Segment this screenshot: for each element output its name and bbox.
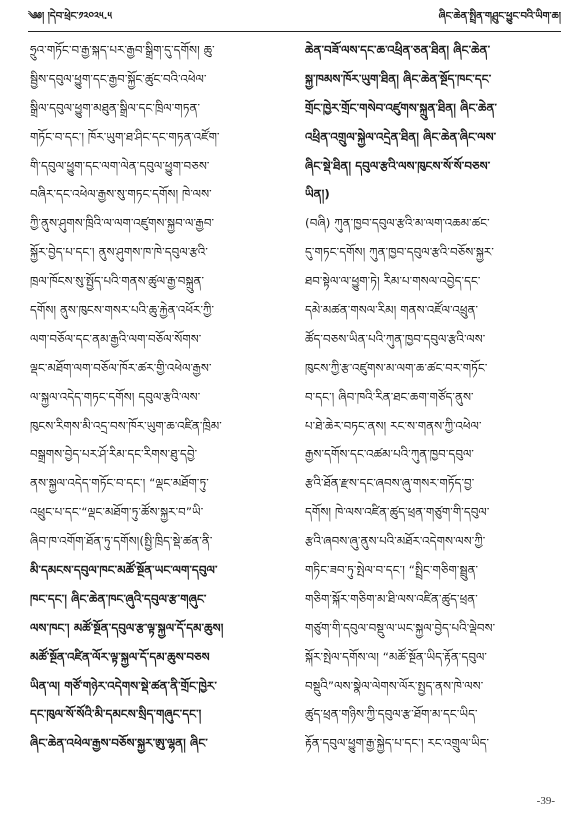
text-line: ལས་ཁང་། མཚོ་སྔོན་དབུལ་རྩ་ལྟ་སྐྱལ་དོ་དམ་ཆུས། [30, 620, 224, 635]
text-line: དུ་གཏང་དགོས། ཀུན་ཁྱབ་དབུལ་རྩའི་བཅོས་སྐྱར་ [305, 245, 494, 260]
text-line: མི་དམངས་དབུལ་ཁང་མཚོ་སྔོན་ཡང་ལག་དབུལ་ [30, 563, 218, 578]
text-line: ཁང་དང་། ཞིང་ཆེན་ཁང་ཞུའི་དབུལ་རྩ་གཞུང་ [30, 591, 207, 606]
text-line: དམེ་མཚན་གསལ་རིམ། གནས་འཛོལ་འཕྲུན་ [305, 303, 479, 318]
text-line: སྒྲིལ་དབུལ་ཕྱུག་མཐུན་སྒྲིལ་དང་ཁྲིལ་གཏན་ [30, 100, 201, 115]
text-line: ཧྲུའ་གཏོང་བ་རྒྱ་སྐད་པར་རྒྱབ་སྒྲིག་དུ་དགོས། ཆུ་ [30, 43, 215, 57]
text-line: བསྡུའི”ལས་སྣེལ་ལེགས་ལོར་སྤྱད་ནས་ཁེ་ལས་ [305, 678, 484, 693]
text-line: ལ་སྐྱལ་འདེད་གཏང་དགོས། དབུལ་རྩའི་ལས་ [30, 389, 201, 404]
text-line: དགོས། ནུས་ཁུངས་གསར་པའི་ཆུ་རྐྱེན་འཕོར་ཀྱི་ [30, 303, 215, 318]
text-line: སྐོར་སྤེལ་དགོས་ལ། “མཚོ་སྔོན་ཡིད་རྟོན་དབུལ་ [305, 649, 487, 664]
text-line: ཁུངས་རིགས་མི་འདྲ་བས་ཁོར་ཡུག་ཆ་འཛིན་ཁྲིམ་ [30, 418, 222, 433]
text-line: གི་དབུལ་ཕྱུག་དང་ལག་ལེན་དབུལ་ཕྱུག་བཅས་ [30, 158, 210, 173]
text-line: པ་ཐེ་ཆེར་བཏང་ནས། རང་ས་གནས་ཀྱི་འཕེལ་ [305, 418, 482, 433]
text-line: གཅིག་སྐོར་གཅིག་མ་ཐི་ལས་འཛིན་ཚུད་ཕྲན་ [305, 591, 478, 606]
text-line: ཁྲལ་ཁོངས་སུ་སྤྱོད་པའི་གནས་ཚུལ་རྒྱ་བསྐྲུན་ [30, 274, 205, 289]
text-line: ལྡང་མཐོག་ལག་བཅོལ་ཁོར་ཚར་གྱི་འཕེལ་རྒྱས་ [30, 360, 212, 375]
text-line: ཐབ་སྟེལ་ལ་ཕྱུག་ཏེ། རིམ་པ་གསལ་འབྱེད་དང་ [305, 274, 481, 289]
text-line: བསྒྲགས་བྱེད་པར་ཤོ་རིམ་དང་རིགས་ཐུ་དབྱེ་ [30, 447, 198, 462]
text-line: གཏིང་ཟབ་ཏུ་སྤེལ་བ་དང་། “སྤྲིང་གཅིག་སྦྲུན་ [305, 563, 479, 578]
text-line: ཆེན་བཟོ་ལས་དང་ཆ་འཕྲིན་ཅན་ཐིན། ཞིང་ཆེན་ [305, 43, 491, 57]
text-line: གཙུག་གི་དབུལ་བསྡུ་ལ་ཡང་སྐྱལ་བྱེད་པའི་ལྡེབས་ [305, 620, 496, 635]
text-line: (བཞི) ཀུན་ཁྱབ་དབུལ་རྩའི་མ་ལག་འཆམ་ཚང་ [305, 216, 490, 231]
text-line: འཕྲུང་པ་དང་“ལྡང་མཐོག་ཏུ་ཚོས་སྐྱར་བ”ཡི་ [30, 505, 204, 520]
right-text-column [305, 36, 561, 758]
text-line: ཡིན་ལ། གཙོ་གཉེར་འདེགས་སྡེ་ཚན་ནི་གྲོང་ཁྱེར་ [30, 678, 217, 693]
text-line: ཁུངས་ཀྱི་རྩ་འཛུགས་མ་ལག་ཆ་ཚང་བར་གཏོང་ [305, 360, 488, 375]
text-line: ཞིབ་ཁ་འགོག་ཐོན་ཏུ་དགོས།(སྤྱི་ཁྲིད་སྡེ་ཚན་ནི་ [30, 534, 213, 549]
text-line: མཚོ་སྔོན་འཛིན་ལོར་ལྟ་སྐྱལ་དོ་དམ་ཆུས་བཅས [30, 649, 210, 664]
header-divider [28, 31, 561, 32]
text-line: ཚོད་བཅས་ཡིན་པའི་ཀུན་ཁྱབ་དབུལ་རྩའི་ལས་ [305, 331, 486, 346]
text-line: གཏོང་བ་དང་། ཁོར་ཡུག་ཐ་ཤིང་དང་གཏན་འཛོག་ [30, 129, 220, 144]
left-text-column [30, 36, 286, 758]
text-line: འཕྲིན་འགྲུལ་སྐྱེལ་འདྲེན་ཐིན། ཞིང་ཆེན་ཞིང་ལས་ [305, 129, 497, 144]
text-line: རྩའི་ཞབས་ཞུ་ནུས་པའི་མཐོར་འདེགས་ལས་ཀྱི་ [305, 534, 486, 549]
text-line: ཞིང་ཆེན་འཕེལ་རྒྱས་བཅོས་སྐྱར་ཨུ་ལྷན། ཞིང་ [30, 736, 208, 751]
text-line: ཞིང་སྡེ་ཐིན། དབུལ་རྩའི་ལས་ཁུངས་སོ་སོ་བཅས་ [305, 158, 491, 173]
text-line: སྦྱིས་དབུལ་ཕྱུག་དང་རྒྱབ་སྐྱོང་ཚུང་བའི་འཕེལ་ [30, 71, 207, 86]
text-line: ཡིན།) [305, 187, 330, 202]
page-number: -39- [536, 795, 555, 807]
text-line: སྐྱ་ཁམས་ཁོར་ཡུག་ཐིན། ཞིང་ཆེན་སྔོད་ཁང་དང་ [305, 71, 492, 86]
text-line: སྐྱོར་བྱེད་པ་དང་། ནུས་ཤུགས་ཁ་ཁེ་དབུལ་རྩའི་ [30, 245, 208, 260]
text-line: རྒྱས་དགོས་དང་འཚམ་པའི་ཀུན་ཁྱབ་དབུལ་ [305, 447, 474, 462]
text-line: དང་ཁུལ་སོ་སོའི་མི་དམངས་སྲིད་གཞུང་དང་། [30, 707, 202, 722]
text-line: ཚུད་ཕྲན་གཉིས་ཀྱི་དབུལ་རྩ་ཐོག་མ་དང་ཡིད་ [305, 707, 478, 722]
page-header [28, 10, 561, 28]
text-line: རྩའི་ཐོན་རྫས་དང་ཞབས་ཞུ་གསར་གཏོད་བྱ་ [305, 476, 475, 491]
header-left-title: ༄༅། །དེབ་ཕྲེང་༡༢༠༢༥.༥ [28, 11, 112, 22]
text-line: ཀྱི་ནུས་ཤུགས་ཁྲིའི་ལ་ལག་འཛུགས་སྐྱབ་ལ་རྒྱབ་ [30, 216, 215, 231]
text-line: བཞིར་དང་འཕེལ་རྒྱས་སུ་གཏང་དགོས། ཁེ་ལས་ [30, 187, 212, 202]
text-line: དགོས། ཁེ་ལས་འཛིན་ཚུད་ཕྲན་གཙུག་གི་དབུལ་ [305, 505, 490, 520]
header-right-title: ཞིང་ཆེན་སྤྲིན་གཤྲུང་ཕྱུང་བའི་ཡིག་ཆ། [438, 11, 561, 22]
text-line: རྟོན་དབུལ་ཕྱུག་རྒྱ་སྐྱེད་པ་དང་། རང་འགྲུལ་ཡིད་ [305, 736, 490, 751]
text-line: གྲོང་ཁྱེར་གྲོང་གསེབ་འཛུགས་སྐྲུན་ཐིན། ཞིང་ཆེན་ [305, 100, 498, 115]
text-line: ནས་སྐྱལ་འདེད་གཏོང་བ་དང་། “ལྡང་མཐོག་ཏུ་ [30, 476, 209, 491]
text-line: ལག་བཅོལ་དང་ནམ་རྒྱའི་ལག་བཅོལ་སོགས་ [30, 331, 202, 346]
text-line: བ་དང་། ཞིབ་ཁའི་རིན་ཐང་ཆག་གཙོད་ནུས་ [305, 389, 474, 404]
